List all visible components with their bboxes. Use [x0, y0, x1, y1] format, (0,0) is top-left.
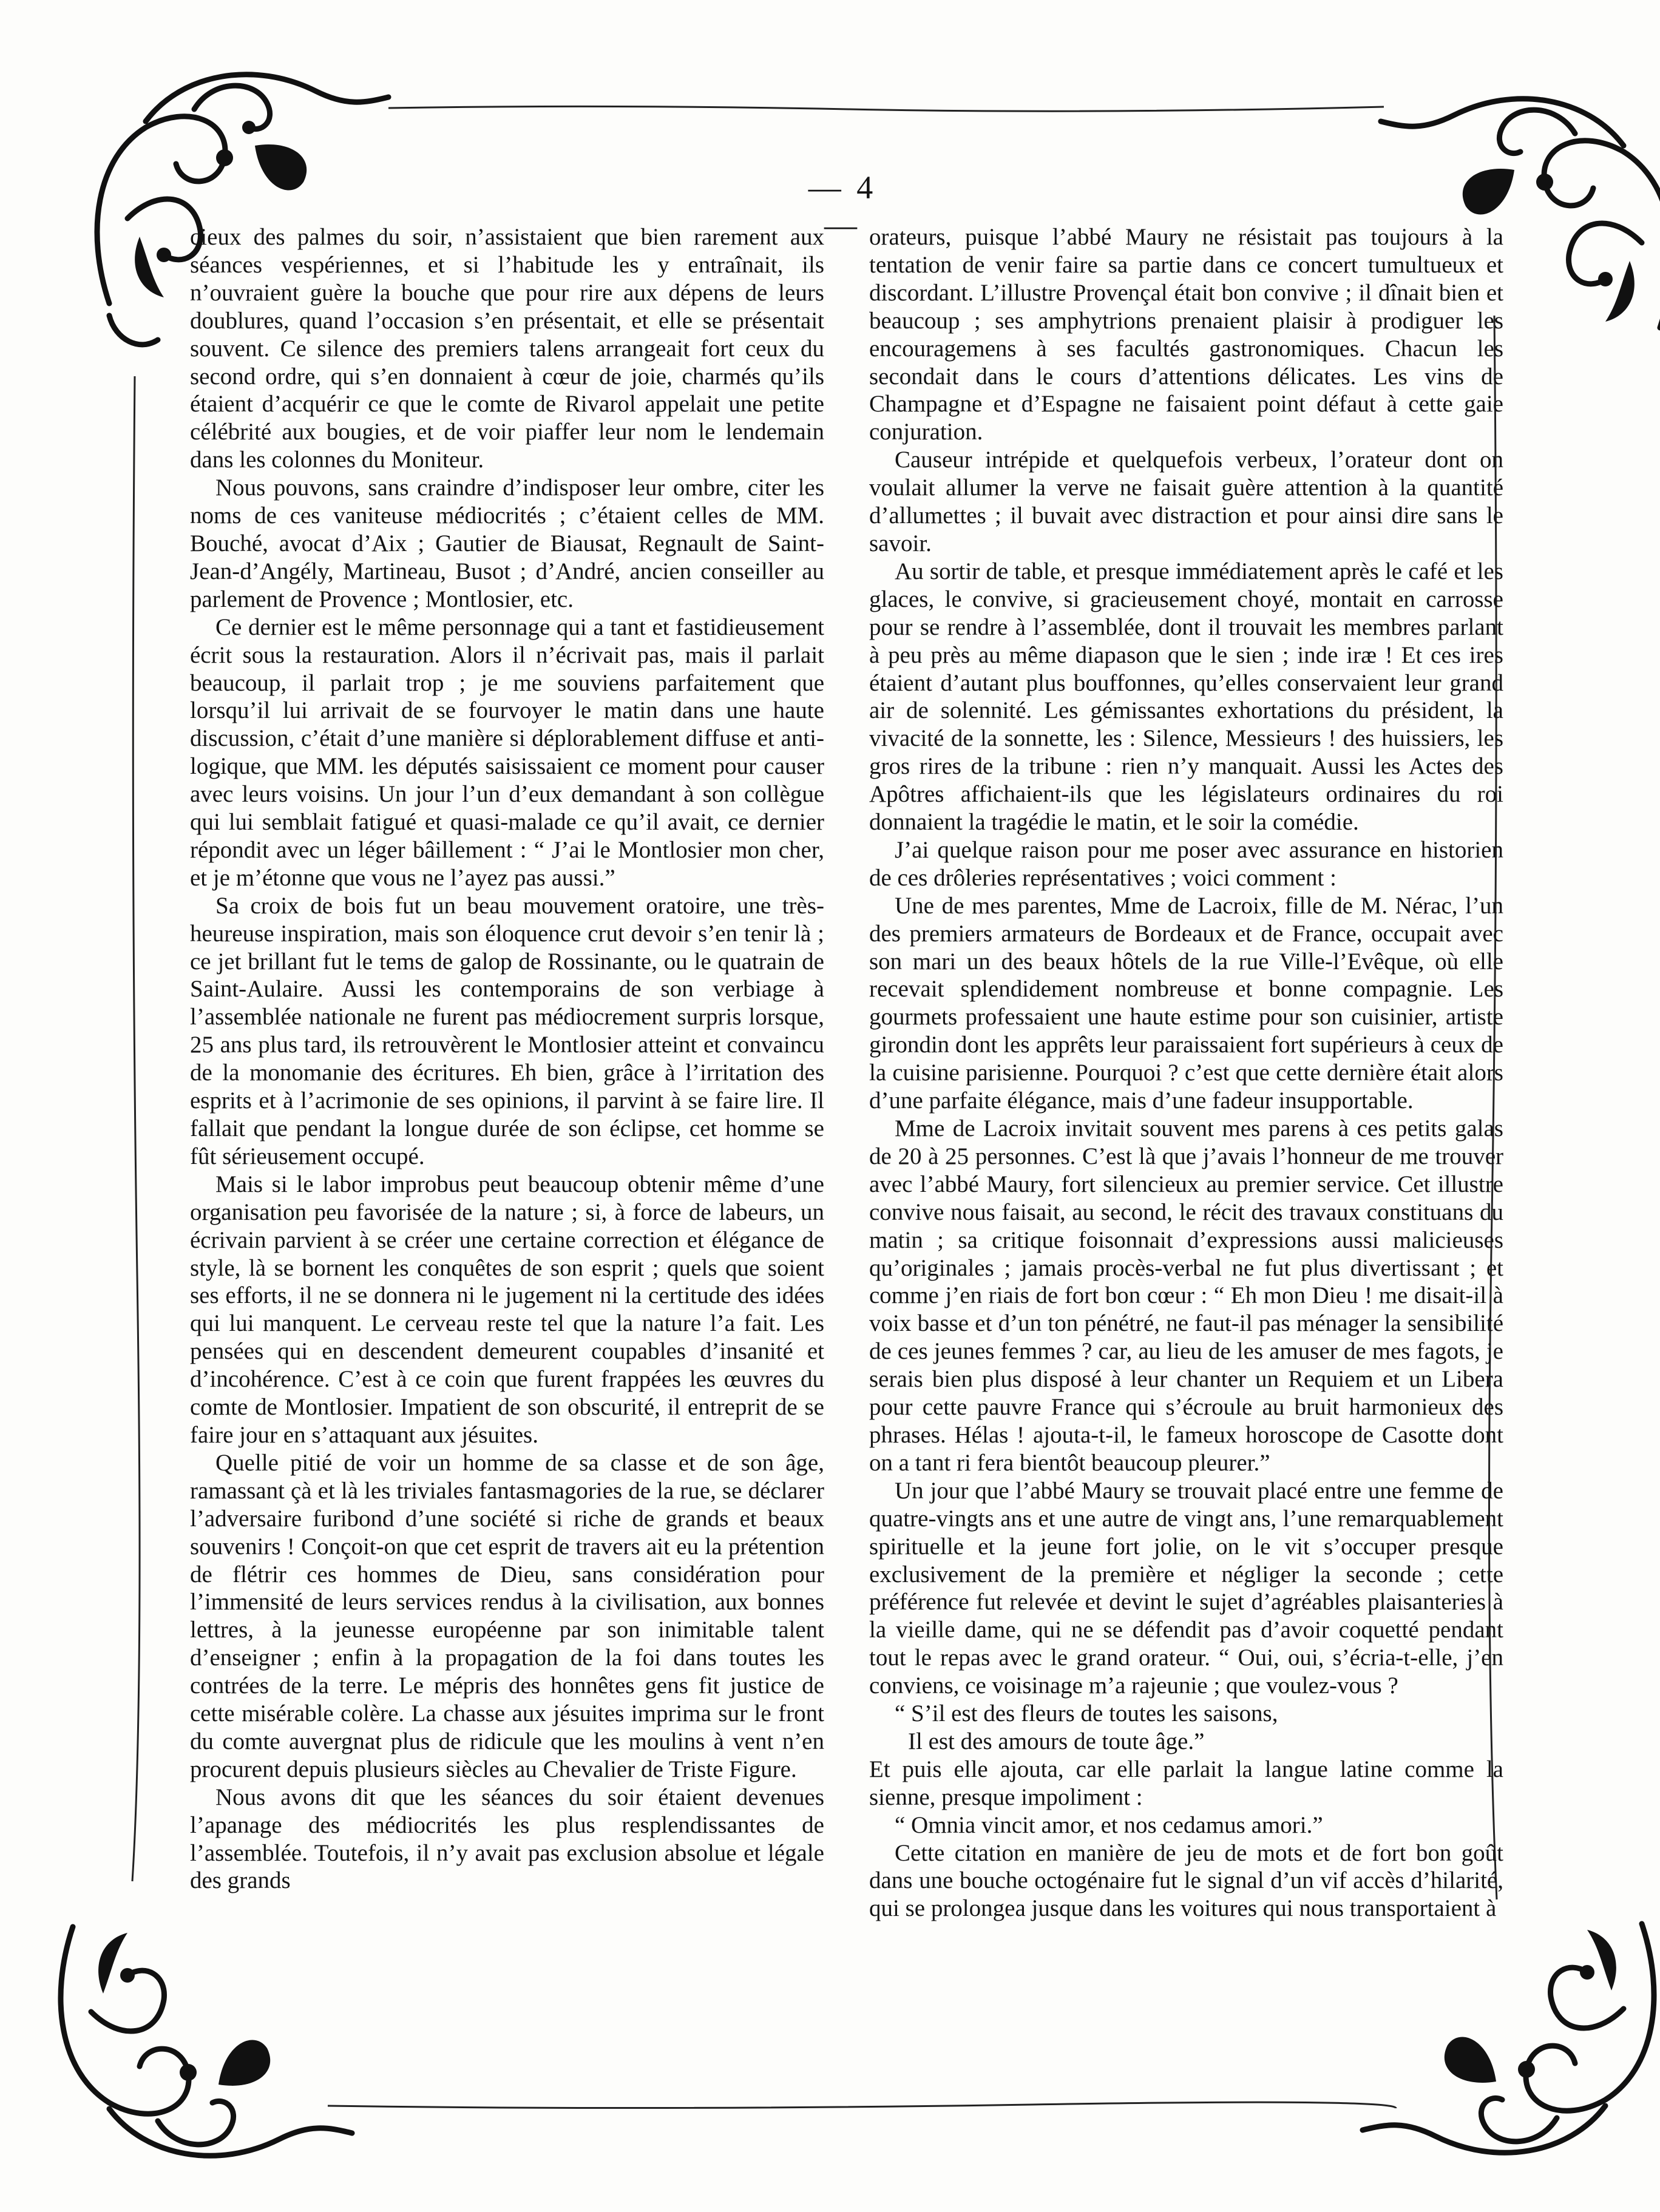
left-column — [190, 223, 824, 1895]
verse-line: Il est des amours de toute âge.” — [908, 1728, 1205, 1754]
page-number: — 4 — — [808, 169, 877, 243]
paragraph: Ce dernier est le même personnage qui a tant et fastidieusement écrit sous la restauration. Alors il n’écrivait pas, mais il parlait beaucoup, il parlait trop ; je me souviens parfaitement que lorsqu’il lui arrivait de se fourvoyer le matin dans une haute discussion, c’était d’une manière si déplorablement diffuse et anti-logique, que MM. les députés saisissaient ce moment pour causer avec leurs voisins. Un jour l’un d’eux demandant à son collègue qui lui semblait fatigué et quasi-malade ce qu’il avait, ce dernier répondit avec un léger bâillement : “ J’ai le Montlosier mon cher, et je m’étonne que vous ne l’ayez pas aussi.” — [190, 614, 824, 891]
paragraph: Nous avons dit que les séances du soir étaient devenues l’apanage des médiocrités les plus resplendissantes de l’assemblée. Toutefois, il n’y avait pas exclusion absolue et légale des grands — [190, 1784, 824, 1894]
paragraph: Causeur intrépide et quelquefois verbeux, l’orateur dont on voulait allumer la verve ne faisait guère attention à la quantité d’allumettes ; il buvait avec distraction et pour ainsi dire sans le savoir. — [869, 447, 1503, 556]
paragraph: Cette citation en manière de jeu de mots et de fort bon goût dans une bouche octogénaire fut le signal d’un vif accès d’hilarité, qui se prolongea jusque dans les voitures qui nous transportaient à — [869, 1839, 1503, 1922]
paragraph: orateurs, puisque l’abbé Maury ne résistait pas toujours à la tentation de venir faire sa partie dans ce concert tumultueux et discordant. L’illustre Provençal était bon convive ; il dînait bien et beaucoup ; ses amphytrions prenaient plaisir à prodiguer les encouragemens à ses facultés gastronomiques. Chacun les secondait dans le cours d’attentions délicates. Les vins de Champagne et d’Espagne ne faisaient point défaut à cette gaie conjuration. — [869, 224, 1503, 445]
paragraph: Sa croix de bois fut un beau mouvement oratoire, une très-heureuse inspiration, mais son éloquence crut devoir s’en tenir là ; ce jet brillant fut le tems de galop de Rossinante, ou le quatrain de Saint-Aulaire. Aussi les contemporains de son verbiage à l’assemblée nationale ne furent pas médiocrement surpris lorsque, 25 ans plus tard, ils retrouvèrent le Montlosier atteint et convaincu de la monomanie des écritures. Eh bien, grâce à l’irritation des esprits et à l’acrimonie de ses opinions, il parvint à se faire lire. Il fallait que pendant la longue durée de son éclipse, cet homme se fût sérieusement occupé. — [190, 892, 824, 1169]
paragraph: Au sortir de table, et presque immédiatement après le café et les glaces, le convive, si gracieusement choyé, montait en carrosse pour se rendre à l’assemblée, dont il trouvait les membres parlant à peu près au même diapason que le sien ; inde iræ ! Et ces ires étaient d’autant plus bouffonnes, qu’elles conservaient leur grand air de solennité. Les gémissantes exhortations du président, la vivacité de la sonnette, les : Silence, Messieurs ! des huissiers, les gros rires de la tribune : rien n’y manquait. Aussi les Actes des Apôtres affichaient-ils que les législateurs ordinaires du roi donnaient la tragédie le matin, et le soir la comédie. — [869, 558, 1503, 836]
paragraph: Quelle pitié de voir un homme de sa classe et de son âge, ramassant çà et là les triviales fantasmagories de la rue, se déclarer l’adversaire furibond d’une société si riche de grands et beaux souvenirs ! Conçoit-on que cet esprit de travers ait eu la prétention de flétrir ces hommes de Dieu, sans considération pour l’immensité de leurs services rendus à la civilisation, aux bonnes lettres, à la jeunesse européenne par son inimitable talent d’enseigner ; enfin à la propagation de la foi dans toutes les contrées de la terre. Le mépris des honnêtes gens fit justice de cette misérable colère. La chasse aux jésuites imprima sur le front du comte auvergnat plus de ridicule que les moulins à vent n’en procurent depuis plusieurs siècles au Chevalier de Triste Figure. — [190, 1449, 824, 1782]
paragraph: Mais si le labor improbus peut beaucoup obtenir même d’une organisation peu favorisée de la nature ; si, à force de labeurs, un écrivain parvient à se créer une certaine correction et élégance de style, là se bornent les conquêtes de son esprit ; quels que soient ses efforts, il ne se donnera ni le jugement ni la certitude des idées qui lui manquent. Le cerveau reste tel que la nature l’a fait. Les pensées qui en descendent demeurent coupables d’insanité et d’incohérence. C’est à ce coin que furent frappées les œuvres du comte de Montlosier. Impatient de son obscurité, il entreprit de se faire jour en s’attaquant aux jésuites. — [190, 1171, 824, 1448]
paragraph: Et puis elle ajouta, car elle parlait la langue latine comme la sienne, presque impoliment : — [869, 1756, 1503, 1810]
paragraph: Un jour que l’abbé Maury se trouvait placé entre une femme de quatre-vingts ans et une autre de vingt ans, l’une remarquablement spirituelle et la jeune fort jolie, on le vit s’occuper presque exclusivement de la première et négliger la seconde ; cette préférence fut relevée et devint le sujet d’agréables plaisanteries à la vieille dame, qui ne se défendit pas d’avoir coquetté pendant tout le repas avec le grand orateur. “ Oui, oui, s’écria-t-elle, j’en conviens, ce voisinage m’a rajeunie ; que voulez-vous ? — [869, 1477, 1503, 1699]
paragraph: Une de mes parentes, Mme de Lacroix, fille de M. Nérac, l’un des premiers armateurs de Bordeaux et de France, occupait avec son mari un des beaux hôtels de la rue Ville-l’Evêque, où elle recevait splendidement nombreuse et bonne compagnie. Les gourmets professaient une haute estime pour son cuisinier, artiste girondin dont les apprêts leur paraissaient fort supérieurs à ceux de la cuisine parisienne. Pourquoi ? c’est que cette dernière était alors d’une parfaite élégance, mais d’une fadeur insupportable. — [869, 892, 1503, 1114]
paragraph: J’ai quelque raison pour me poser avec assurance en historien de ces drôleries représentatives ; voici comment : — [869, 836, 1503, 891]
ornament-corner-bottom-left — [36, 1854, 376, 2194]
paragraph: Nous pouvons, sans craindre d’indisposer leur ombre, citer les noms de ces vaniteuse médiocrités ; c’étaient celles de MM. Bouché, avocat d’Aix ; Gautier de Biausat, Regnault de Saint-Jean-d’Angély, Martineau, Busot ; d’André, ancien conseiller au parlement de Provence ; Montlosier, etc. — [190, 475, 824, 612]
verse-line: “ S’il est des fleurs de toutes les saisons, — [895, 1700, 1278, 1727]
paragraph: Mme de Lacroix invitait souvent mes parens à ces petits galas de 20 à 25 personnes. C’est là que j’avais l’honneur de me trouver avec l’abbé Maury, fort silencieux au premier service. Cet illustre convive nous faisait, au second, le récit des travaux constituans du matin ; sa critique foisonnait d’expressions aussi malicieuses qu’originales ; jamais procès-verbal ne fut plus divertissant ; et comme j’en riais de fort bon cœur : “ Eh mon Dieu ! me disait-il à voix basse et d’un ton pénétré, ne faut-il pas ménager la sensibilité de ces jeunes femmes ? car, au lieu de les amuser de mes fagots, je serais bien plus disposé à leur chanter un Requiem et un Libera pour cette pauvre France qui s’écroule au bruit harmonieux des phrases. Hélas ! ajouta-t-il, le fameux horoscope de Casotte dont on a tant ri fera bientôt beaucoup pleurer.” — [869, 1115, 1503, 1476]
right-column — [869, 223, 1503, 1923]
latin-quote: “ Omnia vincit amor, et nos cedamus amori.” — [895, 1811, 1323, 1838]
paragraph: cieux des palmes du soir, n’assistaient que bien rarement aux séances vespériennes, et si l’habitude les y entraînait, ils n’ouvraient guère la bouche que pour rire aux dépens de leurs doublures, quand l’occasion s’en présentait, et elle se présentait souvent. Ce silence des premiers talens arrangeait fort ceux du second ordre, qui s’en donnaient à cœur de joie, charmés qu’ils étaient d’acquérir ce que le comte de Rivarol appelait une petite célébrité aux bougies, et de voir piaffer leur nom le lendemain dans les colonnes du Moniteur. — [190, 224, 824, 473]
